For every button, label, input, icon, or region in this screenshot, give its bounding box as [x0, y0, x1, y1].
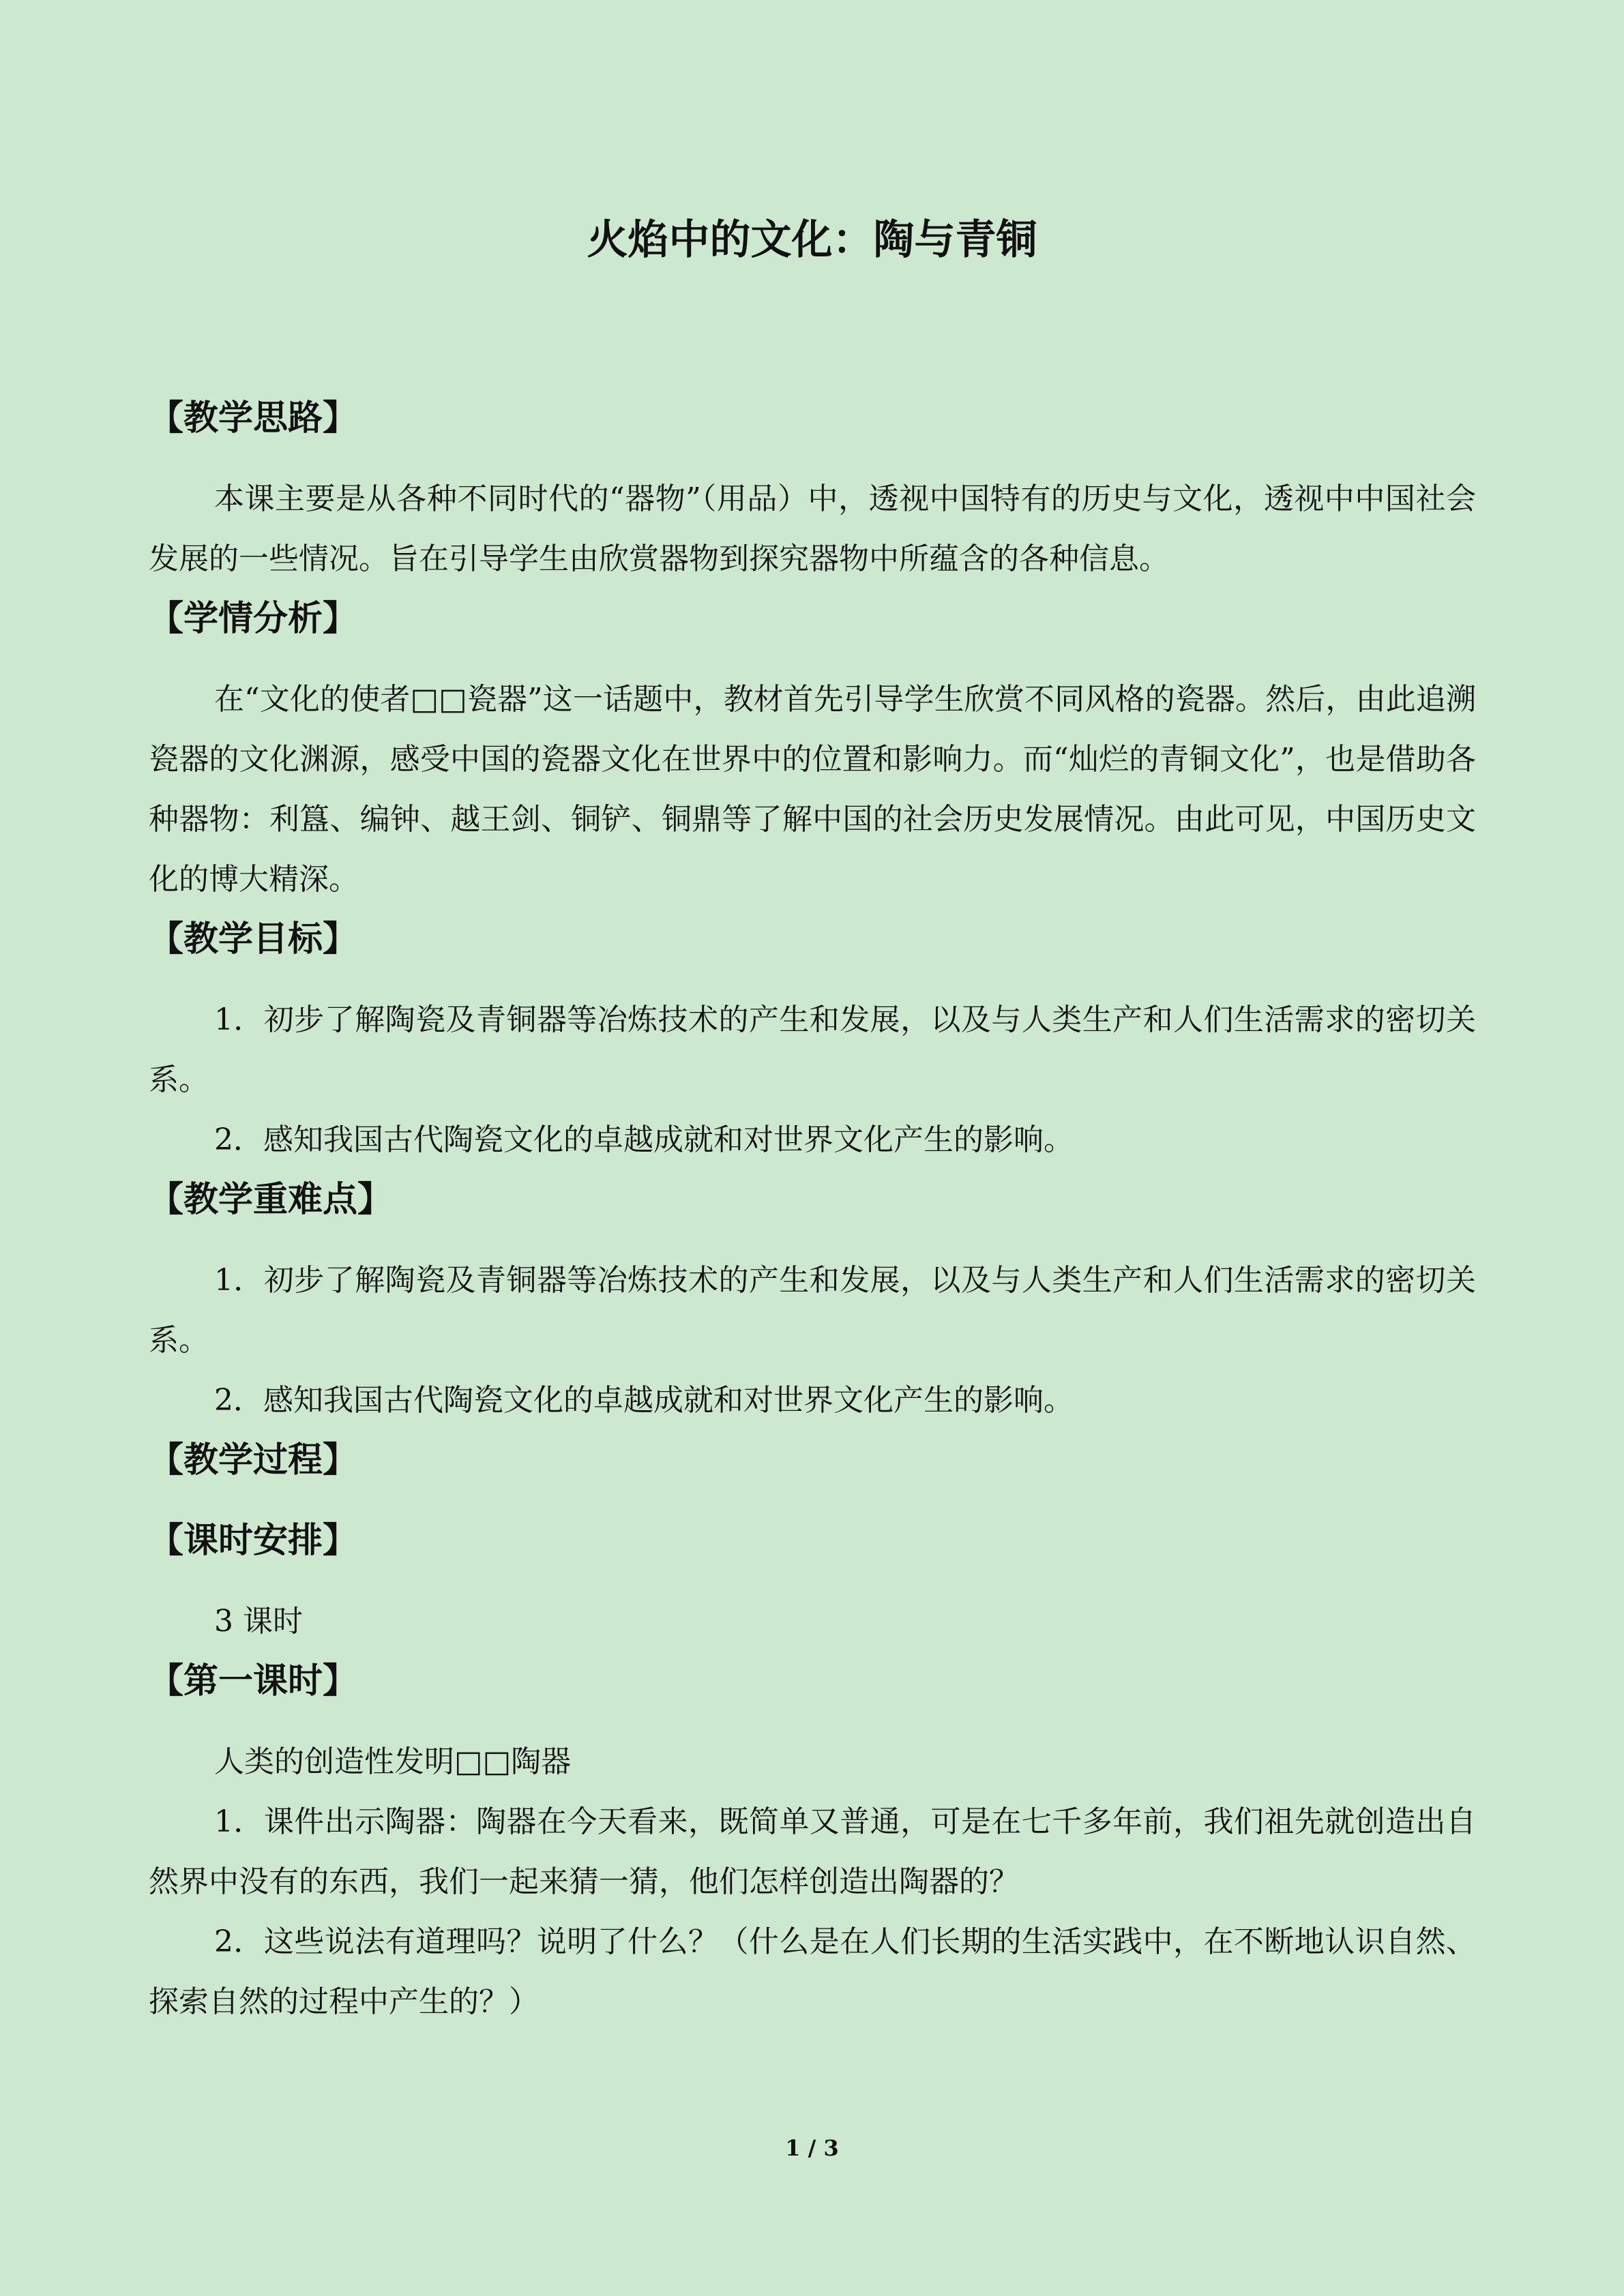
schedule-paragraph: 3 课时	[214, 1604, 303, 1639]
first-lesson-item-1: 1．课件出示陶器：陶器在今天看来，既简单又普通，可是在七千多年前，我们祖先就创造出自然界中没有的东西，我们一起来猜一猜，他们怎样创造出陶器的？	[149, 1804, 1476, 1899]
first-lesson-item-2: 2．这些说法有道理吗？说明了什么？（什么是在人们长期的生活实践中，在不断地认识自然、探索自然的过程中产生的？）	[149, 1924, 1476, 2019]
goals-item-1: 1．初步了解陶瓷及青铜器等冶炼技术的产生和发展，以及与人类生产和人们生活需求的密切关系。	[149, 1002, 1476, 1097]
analysis-paragraph: 在“文化的使者□□瓷器”这一话题中，教材首先引导学生欣赏不同风格的瓷器。然后，由此追溯瓷器的文化渊源，感受中国的瓷器文化在世界中的位置和影响力。而“灿烂的青铜文化”，也是借助各种器物：利簋、编钟、越王剑、铜铲、铜鼎等了解中国的社会历史发展情况。由此可见，中国历史文化的博大精深。	[149, 682, 1476, 897]
key-points-item-2: 2．感知我国古代陶瓷文化的卓越成就和对世界文化产生的影响。	[214, 1383, 1074, 1418]
section-heading-process: 【教学过程】	[149, 1440, 358, 1480]
thinking-paragraph: 本课主要是从各种不同时代的“器物”（用品）中，透视中国特有的历史与文化，透视中中国社会发展的一些情况。旨在引导学生由欣赏器物到探究器物中所蕴含的各种信息。	[149, 481, 1477, 576]
page-number: 1 / 3	[785, 2135, 839, 2161]
section-heading-first-lesson: 【第一课时】	[149, 1661, 358, 1701]
section-heading-analysis: 【学情分析】	[149, 599, 358, 639]
document-body	[149, 389, 1476, 2032]
first-lesson-intro: 人类的创造性发明□□陶器	[214, 1744, 572, 1779]
goals-item-2: 2．感知我国古代陶瓷文化的卓越成就和对世界文化产生的影响。	[214, 1122, 1074, 1157]
section-heading-thinking: 【教学思路】	[149, 398, 358, 438]
section-heading-key-points: 【教学重难点】	[149, 1180, 393, 1220]
section-heading-schedule: 【课时安排】	[149, 1521, 358, 1561]
key-points-item-1: 1．初步了解陶瓷及青铜器等冶炼技术的产生和发展，以及与人类生产和人们生活需求的密切关系。	[149, 1263, 1476, 1358]
section-heading-goals: 【教学目标】	[149, 919, 358, 959]
document-title: 火焰中的文化：陶与青铜	[587, 216, 1037, 264]
